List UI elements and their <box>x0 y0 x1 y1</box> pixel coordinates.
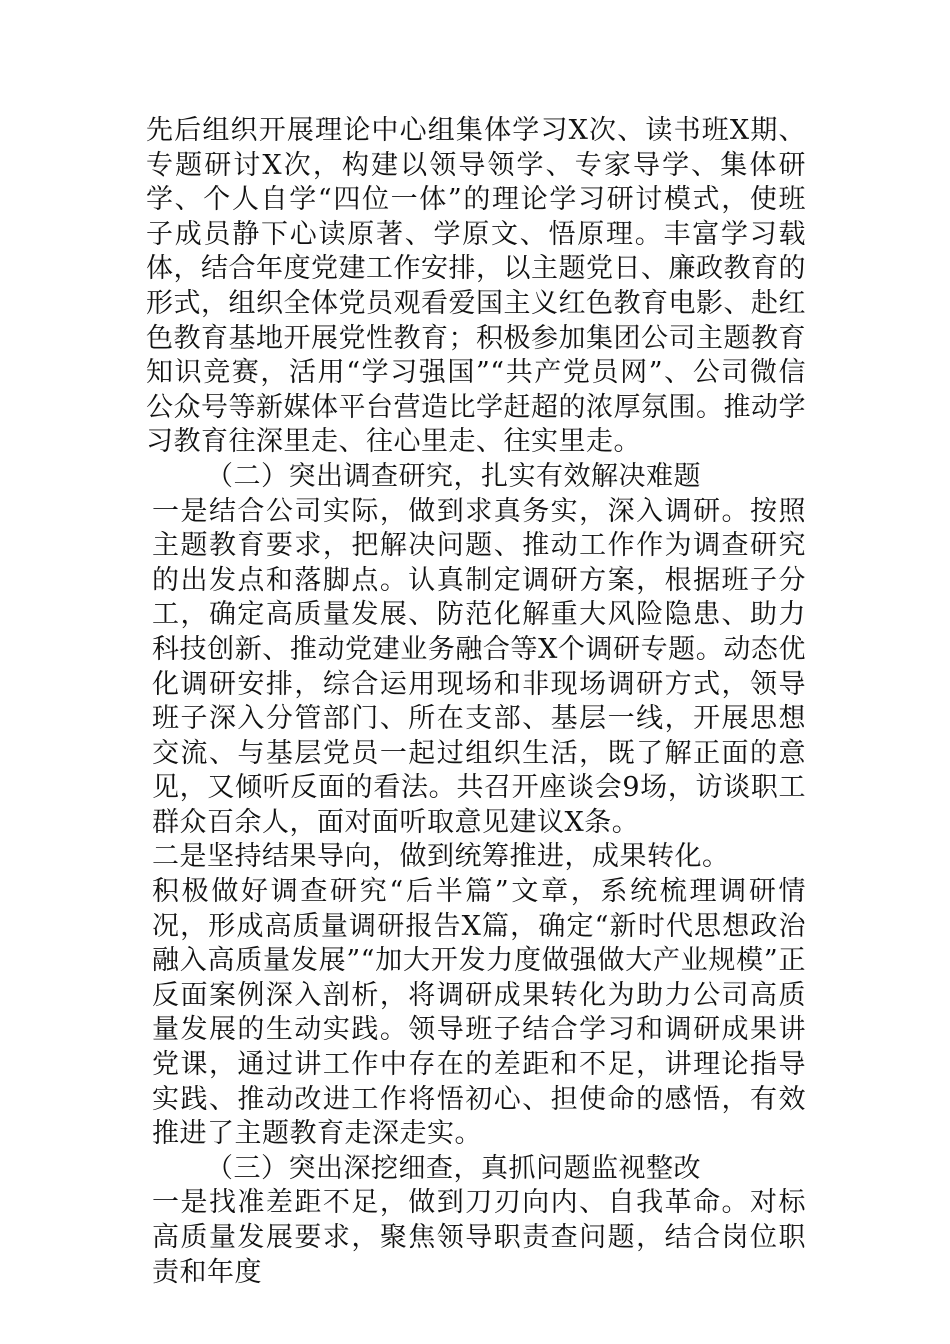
paragraph-research-1: 一是结合公司实际，做到求真务实，深入调研。按照主题教育要求，把解决问题、推动工作作为调查研究的出发点和落脚点。认真制定调研方案，根据班子分工，确定高质量发展、防范化解重大风险隐患、助力科技创新、推动党建业务融合等X个调研专题。动态优化调研安排，综合运用现场和非现场调研方式，领导班子深入分管部门、所在支部、基层一线，开展思想交流、与基层党员一起过组织生活，既了解正面的意见，又倾听反面的看法。共召开座谈会9场，访谈职工群众百余人，面对面听取意见建议X条。 <box>152 495 806 838</box>
document-body <box>146 114 806 1290</box>
paragraph-research-2: 二是坚持结果导向，做到统筹推进，成果转化。 <box>152 841 730 873</box>
paragraph-study-organization: 先后组织开展理论中心组集体学习X次、读书班X期、专题研讨X次，构建以领导领学、专家导学、集体研学、个人自学“四位一体”的理论学习研讨模式，使班子成员静下心读原著、学原文、悟原理。丰富学习载体，结合年度党建工作安排，以主题党日、廉政教育的形式，组织全体党员观看爱国主义红色教育电影、赴红色教育基地开展党性教育；积极参加集团公司主题教育知识竞赛，活用“学习强国”“共产党员网”、公司微信公众号等新媒体平台营造比学赶超的浓厚氛围。推动学习教育往深里走、往心里走、往实里走。 <box>146 115 806 458</box>
section-heading-2: （二）突出调查研究，扎实有效解决难题 <box>206 460 701 492</box>
paragraph-research-results: 积极做好调查研究“后半篇”文章，系统梳理调研情况，形成高质量调研报告X篇，确定“新时代思想政治融入高质量发展”“加大开发力度做强做大产业规模”正反面案例深入剖析，将调研成果转化为助力公司高质量发展的生动实践。领导班子结合学习和调研成果讲党课，通过讲工作中存在的差距和不足，讲理论指导实践、推动改进工作将悟初心、担使命的感悟，有效推进了主题教育走深走实。 <box>152 876 806 1150</box>
section-heading-3: （三）突出深挖细查，真抓问题监视整改 <box>206 1152 701 1184</box>
paragraph-rectification-1: 一是找准差距不足，做到刀刃向内、自我革命。对标高质量发展要求，聚焦领导职责查问题，结合岗位职责和年度 <box>152 1187 806 1288</box>
